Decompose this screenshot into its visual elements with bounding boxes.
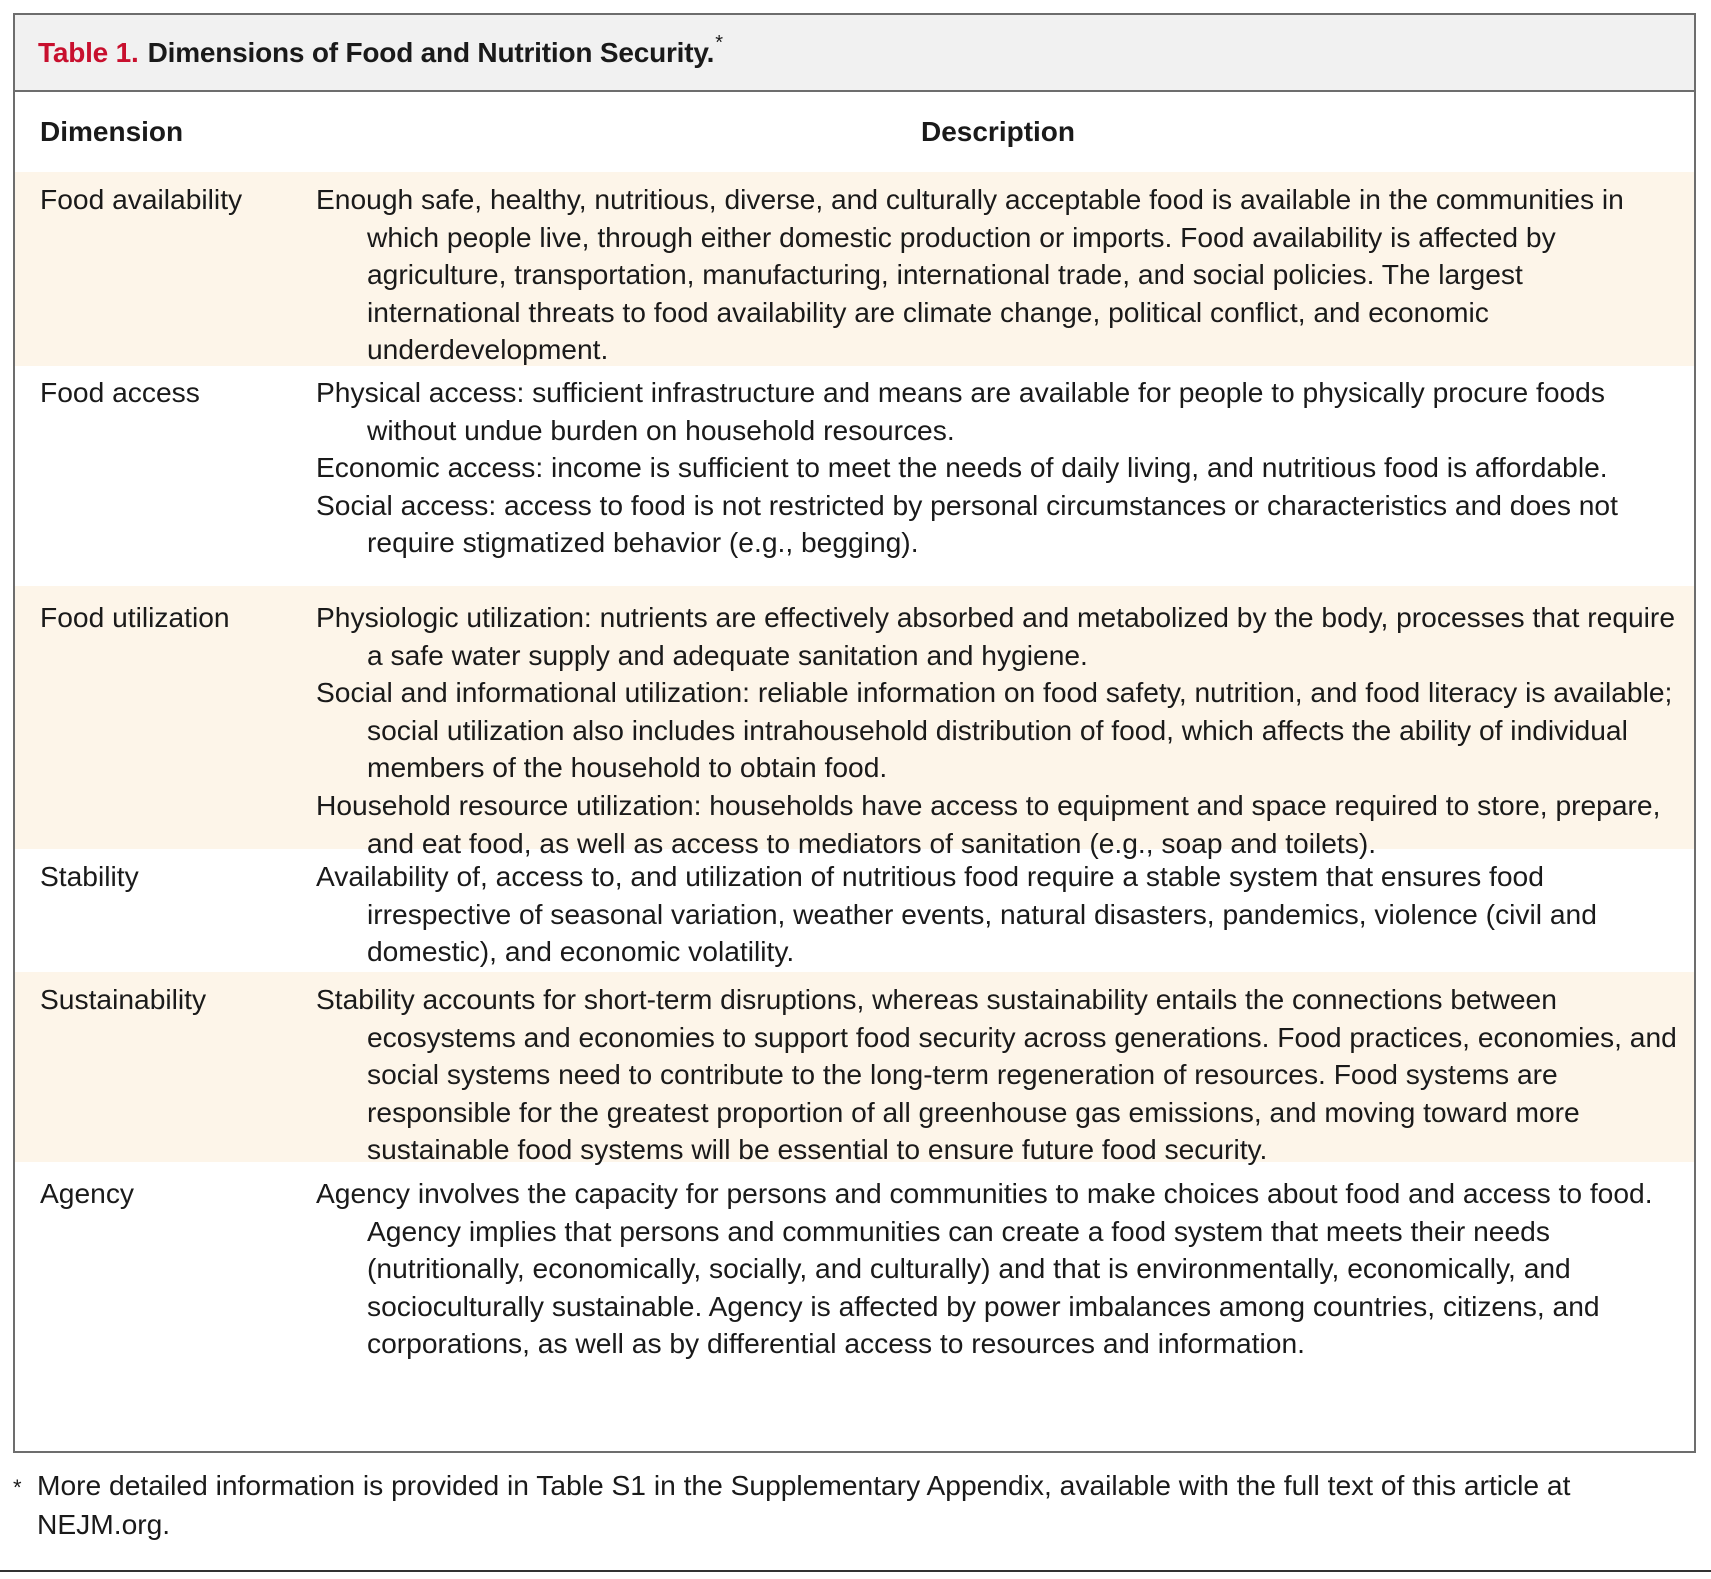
table-header-row [15,92,1694,172]
description-paragraph: Household resource utilization: households have access to equipment and space required to store, prepare, and eat food, as well as access to mediators of sanitation (e.g., soap and toilets). [316,788,1661,859]
description-cell [316,1175,1694,1367]
table-row [15,366,1694,586]
description-cell [316,181,1694,366]
table [13,13,1696,1453]
dimension-cell: Food utilization [40,601,230,633]
table-row [15,972,1694,1166]
footnote-mark: * [13,1475,22,1500]
dimension-cell: Food access [40,376,200,408]
footnote-text: More detailed information is provided in Table S1 in the Supplementary Appendix, available with the full text of this article at NEJM.org. [37,1469,1571,1540]
description-paragraph: Physiologic utilization: nutrients are effectively absorbed and metabolized by the body, processes that require a safe water supply and adequate sanitation and hygiene. [316,601,1675,671]
description-paragraph: Availability of, access to, and utilization of nutritious food require a stable system that ensures food irrespective of seasonal variation, weather events, natural disasters, pandemics, violence (civil and domestic), and economic volatility. [316,860,1597,968]
table-title: Dimensions of Food and Nutrition Security. [147,36,715,68]
description-paragraph: Agency involves the capacity for persons and communities to make choices about food and access to food. Agency implies that persons and communities can create a food system that meets their needs (nutritionally, economically, socially, and culturally) and that is environmentally, economically, and socioculturally sustainable. Agency is affected by power imbalances among countries, citizens, and corporations, as well as by differential access to resources and information. [316,1177,1653,1360]
dimension-cell: Sustainability [40,983,207,1015]
table-row [15,586,1694,859]
table-row [15,849,1694,972]
description-cell [316,599,1694,859]
column-header-description: Description [920,116,1076,147]
table-row [15,1162,1694,1367]
description-paragraph: Physical access: sufficient infrastructure and means are available for people to physically procure foods without undue burden on household resources. [316,376,1605,446]
dimension-cell: Agency [40,1177,135,1209]
table-caption [15,15,1694,92]
bottom-divider [0,1570,1711,1572]
table-row [15,172,1694,366]
table-number: Table 1. [38,36,139,68]
description-paragraph: Enough safe, healthy, nutritious, diverse, and culturally acceptable food is available in the communities in which people live, through either domestic production or imports. Food availability is affected by agriculture, transportation, manufacturing, international trade, and social policies. The largest international threats to food availability are climate change, political conflict, and economic underdevelopment. [316,183,1624,366]
description-paragraph: Social access: access to food is not restricted by personal circumstances or characteristics and does not require stigmatized behavior (e.g., begging). [316,488,1618,559]
description-cell [316,981,1694,1166]
dimension-cell: Stability [40,860,139,892]
dimension-cell: Food availability [40,183,243,215]
description-paragraph: Social and informational utilization: reliable information on food safety, nutrition, and food literacy is available; social utilization also includes intrahousehold distribution of food, which affects the ability of individual members of the household to obtain food. [316,676,1673,784]
description-paragraph: Economic access: income is sufficient to meet the needs of daily living, and nutritious food is affordable. [316,451,1608,484]
column-header-dimension: Dimension [40,116,184,147]
description-cell [316,374,1694,586]
table-footnote [13,1467,1673,1543]
footnote-reference-mark: * [715,32,723,54]
description-paragraph: Stability accounts for short-term disruptions, whereas sustainability entails the connections between ecosystems and economies to support food security across generations. Food practices, economies, and social systems need to contribute to the long-term regeneration of resources. Food systems are responsible for the greatest proportion of all greenhouse gas emissions, and moving toward more sustainable food systems will be essential to ensure future food security. [316,983,1677,1166]
description-cell [316,858,1694,972]
